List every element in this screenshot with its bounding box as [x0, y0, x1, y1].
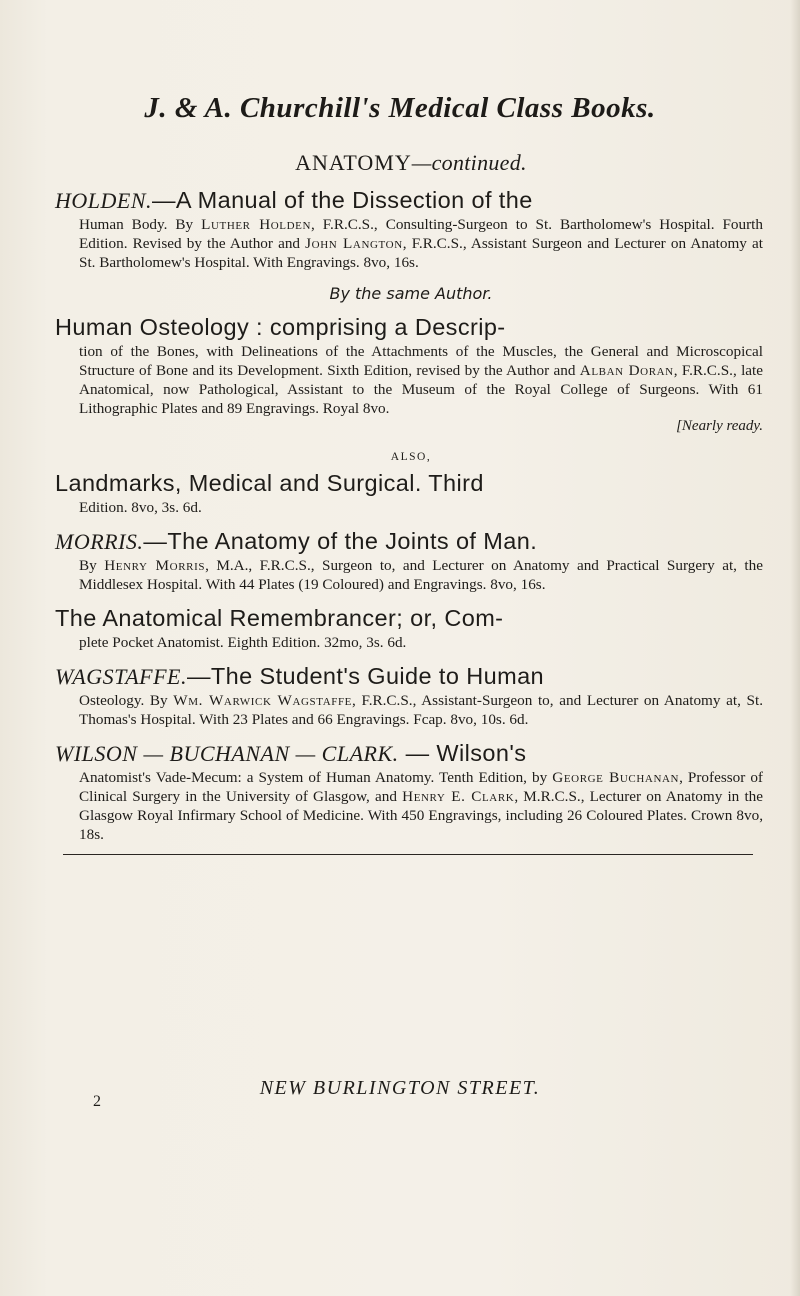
entry-heading: [55, 662, 767, 691]
entry-heading: [55, 186, 767, 215]
entry-description: [79, 633, 763, 652]
by-same-author-note: By the same Author.: [329, 284, 493, 303]
section-heading: [55, 150, 767, 176]
text-run: , F.R.C.S., Consulting-Surgeon to St. Bartholomew's Hospital. Fourth Edition. Revised by the Author and: [79, 216, 763, 252]
text-run: Anatomist's Vade-Mecum: a System of Human Anatomy. Tenth Edition, by: [79, 769, 553, 786]
book-title: Landmarks, Medical and Surgical. Third: [55, 470, 484, 496]
book-entry-anatomical-remembrancer: [55, 604, 767, 652]
entry-description: [79, 768, 763, 844]
book-title: —The Anatomy of the Joints of Man.: [143, 528, 538, 554]
text-run: , M.A., F.R.C.S., Surgeon to, and Lecturer on Anatomy and Practical Surgery at, the Middlesex Hospital. With 44 Plates (19 Coloured) and Engravings. 8vo, 16s.: [79, 557, 763, 593]
book-entry-wagstaffe-guide: [55, 662, 767, 729]
book-entry-human-osteology: [55, 284, 767, 435]
section-title: ANATOMY: [295, 150, 412, 175]
page-content: [55, 150, 767, 861]
entry-heading: [55, 527, 767, 556]
author-name: John Langton: [305, 235, 403, 252]
text-run: , F.R.C.S., Assistant-Surgeon to, and Lecturer on Anatomy at, St. Thomas's Hospital. With 23 Plates and 66 Engravings. Fcap. 8vo, 10s. 6d.: [79, 692, 763, 728]
author-key: HOLDEN.: [55, 188, 153, 213]
text-run: , F.R.C.S., late Anatomical, now Pathological, Assistant to the Museum of the Royal College of Surgeons. With 61 Lithographic Plates and 89 Engravings. Royal 8vo.: [79, 362, 763, 417]
footer-imprint: NEW BURLINGTON STREET.: [259, 1077, 541, 1099]
author-name: Alban Doran: [579, 362, 674, 379]
book-title: Human Osteology : comprising a Descrip-: [55, 314, 506, 340]
book-title: The Anatomical Remembrancer; or, Com-: [55, 605, 504, 631]
author-name: Wm. Warwick Wagstaffe: [173, 692, 352, 709]
page-number: 2: [93, 1093, 101, 1110]
author-name: Luther Holden: [201, 216, 312, 233]
entry-description: [79, 342, 763, 418]
author-name: George Buchanan: [552, 769, 680, 786]
entry-description: [79, 556, 763, 594]
author-key: WAGSTAFFE.: [55, 664, 187, 689]
section-suffix: —continued.: [411, 150, 527, 175]
text-run: plete Pocket Anatomist. Eighth Edition. 32mo, 3s. 6d.: [79, 634, 407, 651]
text-run: , Professor of Clinical Surgery in the University of Glasgow, and: [79, 769, 763, 805]
author-key: WILSON — BUCHANAN — CLARK.: [55, 741, 399, 766]
book-title: —A Manual of the Dissection of the: [152, 187, 533, 213]
entry-description: [79, 498, 763, 517]
entry-description: [79, 691, 763, 729]
text-run: Edition. 8vo, 3s. 6d.: [79, 499, 202, 516]
author-name: Henry E. Clark: [402, 788, 515, 805]
running-head: J. & A. Churchill's Medical Class Books.: [144, 92, 656, 124]
status-note: [Nearly ready.: [676, 418, 763, 434]
text-run: , F.R.C.S., Assistant Surgeon and Lecturer on Anatomy at St. Bartholomew's Hospital. With Engravings. 8vo, 16s.: [79, 235, 763, 271]
author-name: Henry Morris: [104, 557, 206, 574]
entry-description: [79, 215, 763, 272]
book-entry-landmarks: [55, 451, 767, 517]
text-run: Human Body. By: [79, 216, 202, 233]
book-entry-morris-joints: [55, 527, 767, 594]
text-run: tion of the Bones, with Delineations of the Attachments of the Muscles, the General and Microscopical Structure of Bone and its Development. Sixth Edition, revised by the Author and: [79, 343, 763, 379]
book-title: —The Student's Guide to Human: [186, 663, 545, 689]
book-title: — Wilson's: [398, 740, 527, 766]
text-run: Osteology. By: [79, 692, 174, 709]
entry-heading: [55, 739, 767, 768]
footer-rule: [63, 854, 753, 855]
book-entry-holden-manual: [55, 186, 767, 272]
book-entry-wilson-vade-mecum: [55, 739, 767, 844]
text-run: By: [79, 557, 105, 574]
author-key: MORRIS.: [55, 529, 144, 554]
page-edge-shadow: [790, 0, 800, 1296]
text-run: , M.R.C.S., Lecturer on Anatomy in the Glasgow Royal Infirmary School of Medicine. With 450 Engravings, including 26 Coloured Plates. Crown 8vo, 18s.: [79, 788, 764, 843]
also-label: ALSO,: [390, 451, 432, 463]
